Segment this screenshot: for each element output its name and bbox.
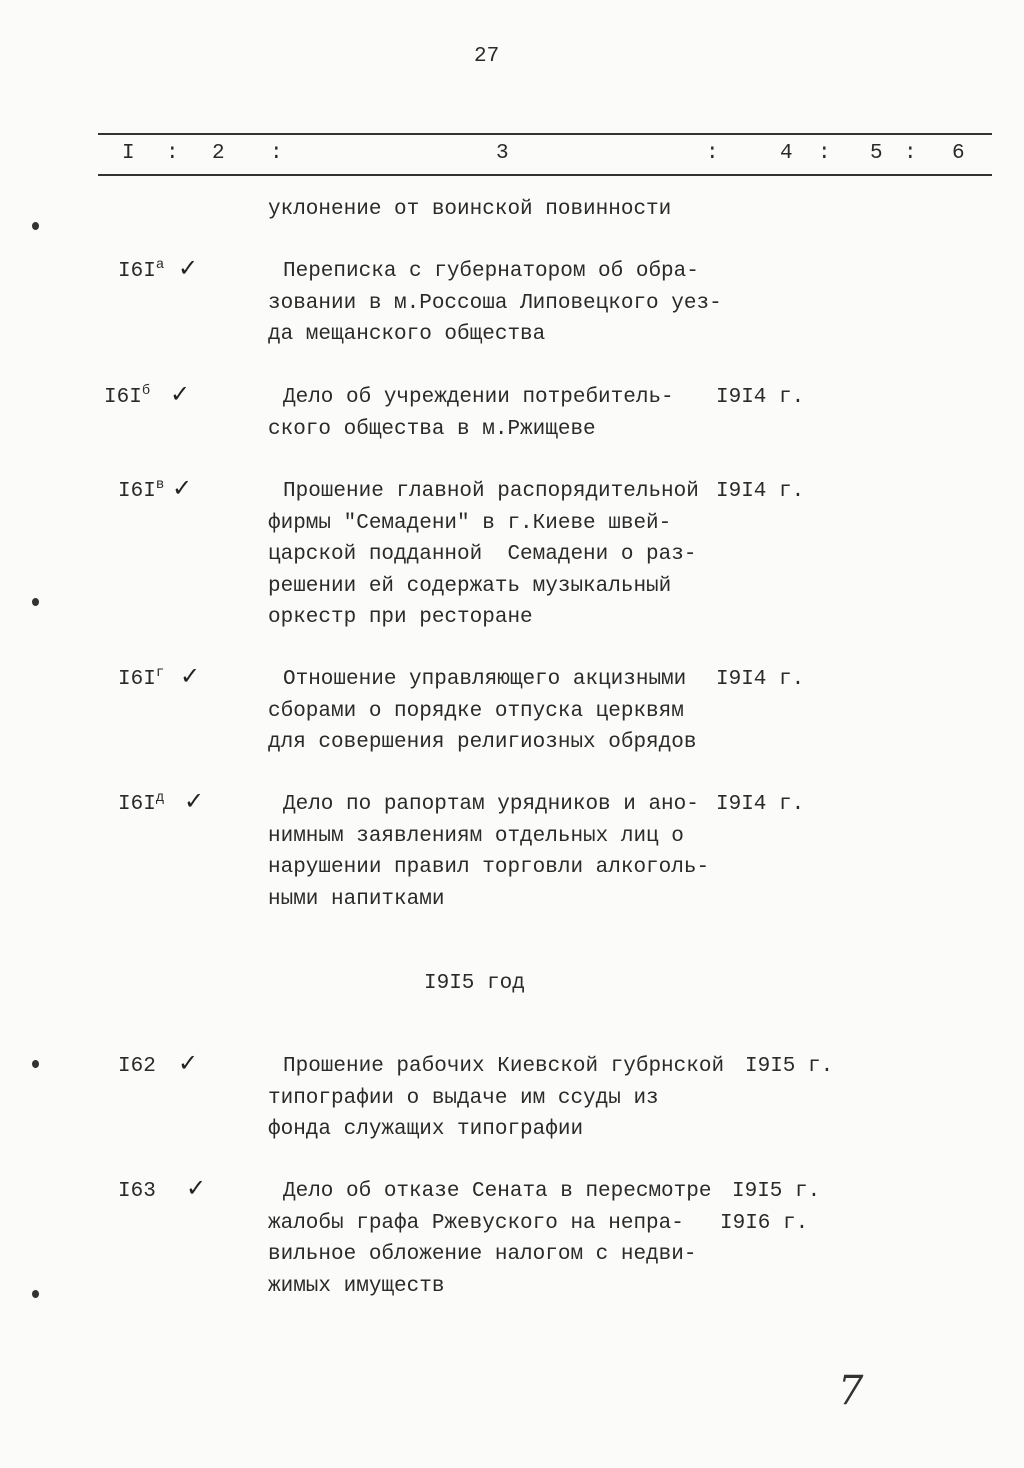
entry-title-line: Прошение главной распорядительной <box>283 480 699 503</box>
column-header-5: 5 <box>870 142 883 165</box>
entry-date: I9I4 г. <box>716 386 805 409</box>
header-rule-top <box>98 133 992 135</box>
column-separator: : <box>270 142 283 165</box>
column-separator: : <box>904 142 917 165</box>
entry-title-line: Дело об учреждении потребитель- <box>283 386 674 409</box>
entry-number-value: I6I <box>118 260 156 283</box>
entry-title-line: Переписка с губернатором об обра- <box>283 260 699 283</box>
entry-title-line: типографии о выдаче им ссуды из <box>268 1086 659 1110</box>
check-mark-icon: ✓ <box>170 380 191 408</box>
column-header-4: 4 <box>780 142 793 165</box>
entry-number <box>118 477 165 504</box>
entry-title-line: ского общества в м.Ржищеве <box>268 417 596 441</box>
entry-letter-suffix: г <box>155 665 165 681</box>
check-mark-icon: ✓ <box>186 1174 207 1202</box>
check-mark-icon: ✓ <box>180 662 201 690</box>
entry-number-value: I63 <box>118 1180 156 1203</box>
entry-letter-suffix: в <box>155 477 165 493</box>
column-header-3: 3 <box>496 142 509 165</box>
entry-title-line: для совершения религиозных обрядов <box>268 731 697 754</box>
punch-hole-mark <box>32 1060 39 1068</box>
check-mark-icon: ✓ <box>178 254 199 282</box>
entry-date: I9I4 г. <box>716 793 805 816</box>
page-number: 27 <box>474 45 500 68</box>
column-header-1: I <box>122 142 135 165</box>
entry-number-value: I62 <box>118 1055 156 1078</box>
check-mark-icon: ✓ <box>184 787 205 815</box>
column-header-2: 2 <box>212 142 225 165</box>
entry-title-line: вильное обложение налогом с недви- <box>268 1243 697 1266</box>
entry-title-line: Дело по рапортам урядников и ано- <box>283 793 699 816</box>
entry-date: I9I5 г. <box>732 1180 821 1203</box>
entry-date: I9I6 г. <box>720 1211 809 1235</box>
entry-letter-suffix: д <box>155 790 165 806</box>
entry-title-line: нимным заявлениям отдельных лиц о <box>268 824 684 848</box>
entry-number <box>118 257 165 284</box>
entry-title-line: Прошение рабочих Киевской губрнской <box>283 1055 725 1078</box>
header-rule-bottom <box>98 174 992 176</box>
entry-number <box>118 1055 156 1079</box>
entry-title-line: сборами о порядке отпуска церквям <box>268 699 684 723</box>
punch-hole-mark <box>32 222 39 230</box>
check-mark-icon: ✓ <box>178 1049 199 1077</box>
entry-title-line: жалобы графа Ржевуского на непра- <box>268 1211 684 1235</box>
entry-title-line: жимых имуществ <box>268 1274 445 1298</box>
column-separator: : <box>818 142 831 165</box>
handwritten-mark: 7 <box>838 1368 864 1414</box>
entry-number <box>104 383 151 410</box>
entry-number-value: I6I <box>118 668 156 691</box>
entry-letter-suffix: б <box>141 383 151 399</box>
entry-number-value: I6I <box>118 793 156 816</box>
entry-letter-suffix: а <box>155 257 165 273</box>
entry-number <box>118 665 165 692</box>
entry-title-line: фонда служащих типографии <box>268 1118 584 1141</box>
entry-number-value: I6I <box>104 386 142 409</box>
entry-title-line: ными напитками <box>268 887 445 911</box>
entry-title-line: нарушении правил торговли алкоголь- <box>268 856 710 879</box>
entry-title-line: зовании в м.Россоша Липовецкого уез- <box>268 291 722 315</box>
entry-title-line: царской подданной Семадени о раз- <box>268 543 697 566</box>
column-separator: : <box>166 142 179 165</box>
column-header-6: 6 <box>952 142 965 165</box>
entry-number <box>118 1180 156 1204</box>
year-heading: I9I5 год <box>424 972 525 995</box>
column-separator: : <box>706 142 719 165</box>
entry-title-line: Отношение управляющего акцизными <box>283 668 687 691</box>
entry-date: I9I4 г. <box>716 668 805 691</box>
punch-hole-mark <box>32 1290 39 1298</box>
entry-number <box>118 790 165 817</box>
entry-title-line: решении ей содержать музыкальный <box>268 574 672 598</box>
punch-hole-mark <box>32 598 39 606</box>
continuation-text: уклонение от воинской повинности <box>268 198 672 221</box>
entry-title-line: Дело об отказе Сената в пересмотре <box>283 1180 712 1203</box>
entry-title-line: да мещанского общества <box>268 323 546 346</box>
entry-date: I9I5 г. <box>745 1055 834 1078</box>
entry-title-line: фирмы "Семадени" в г.Киеве швей- <box>268 511 672 535</box>
entry-number-value: I6I <box>118 480 156 503</box>
entry-date: I9I4 г. <box>716 480 805 503</box>
entry-title-line: оркестр при ресторане <box>268 606 533 629</box>
check-mark-icon: ✓ <box>172 474 193 502</box>
